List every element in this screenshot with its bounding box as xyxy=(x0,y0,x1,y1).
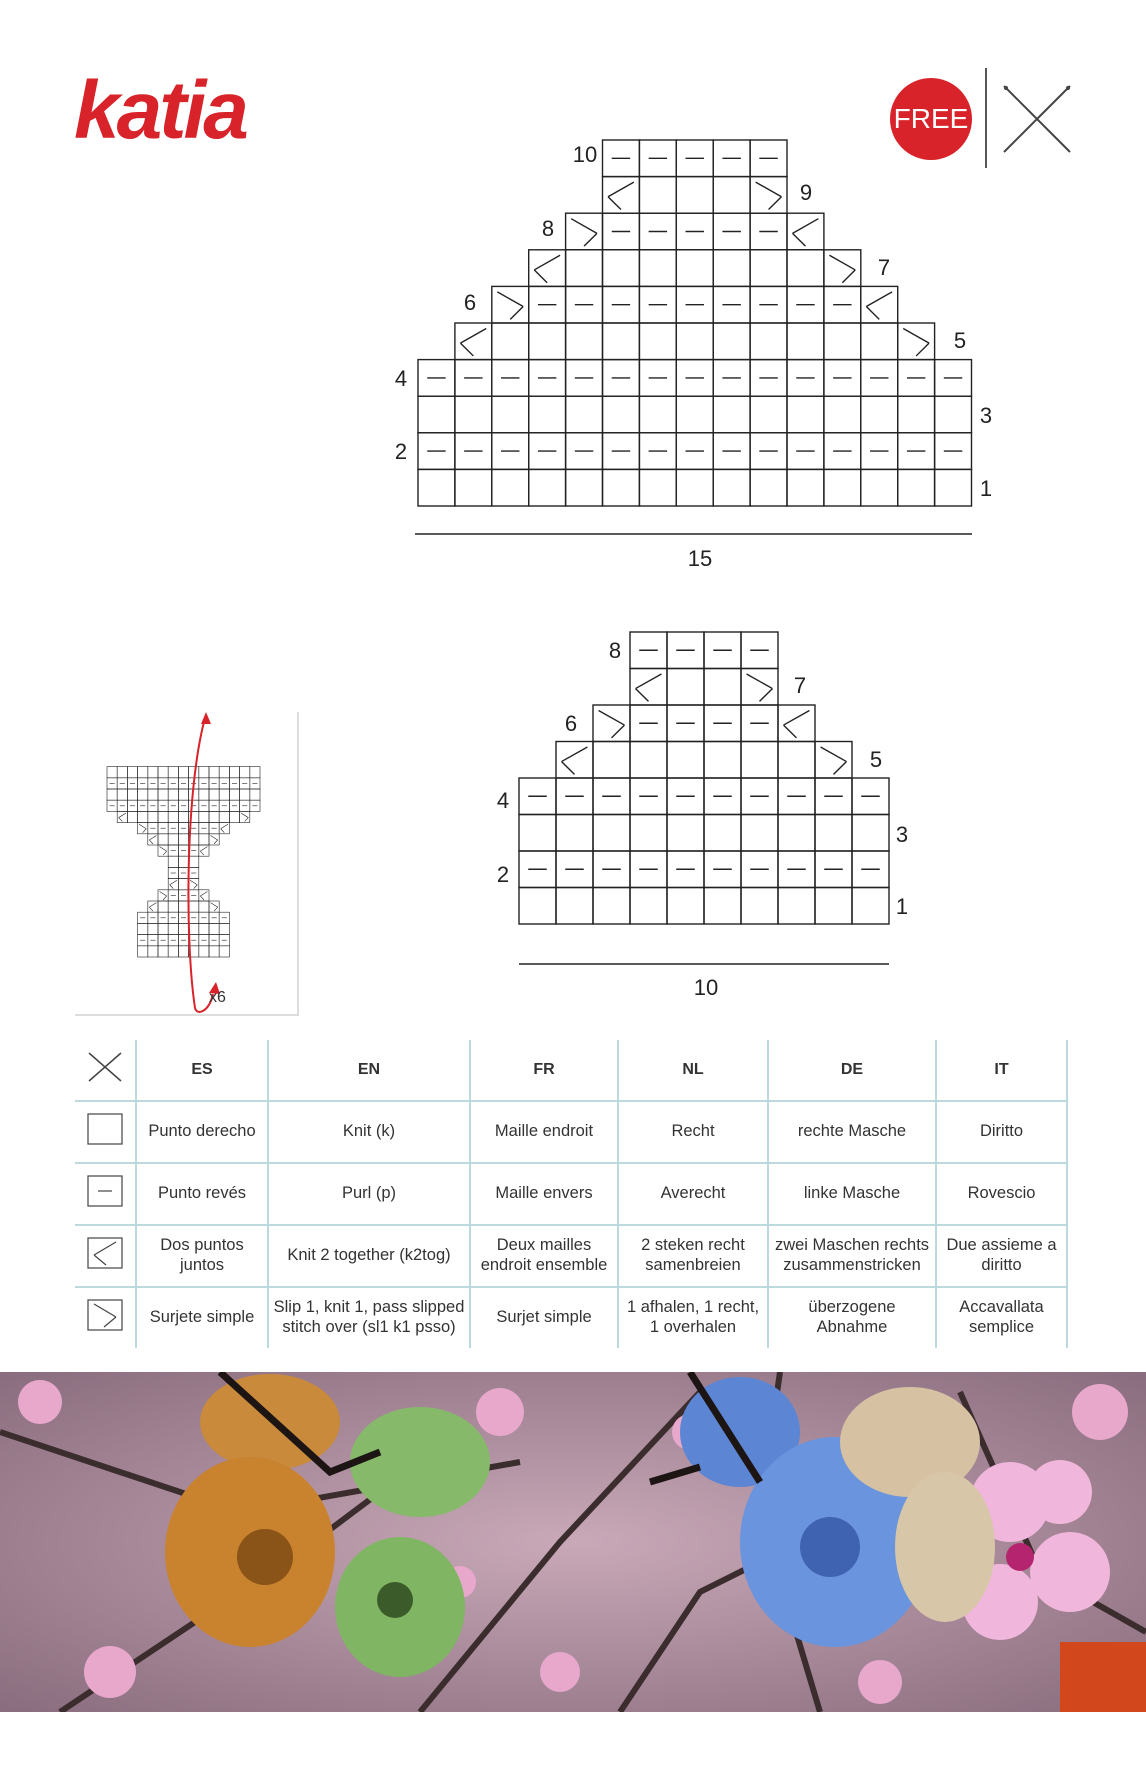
crochet-flowers-photo xyxy=(0,1372,1146,1712)
chart-cell xyxy=(189,901,199,912)
chart-cell xyxy=(148,923,158,934)
row-label-9: 9 xyxy=(799,180,813,205)
chart-cell xyxy=(630,888,667,925)
legend-cell-en: Slip 1, knit 1, pass slipped stitch over (sl1 k1 psso) xyxy=(268,1287,470,1348)
row-label-6: 6 xyxy=(463,290,477,315)
chart-cell xyxy=(229,767,239,778)
stitch-mark xyxy=(149,840,153,844)
chart-cell xyxy=(199,923,209,934)
stitch-mark xyxy=(747,674,773,689)
legend-cell-es: Surjete simple xyxy=(136,1287,268,1348)
chart-cell xyxy=(704,815,741,852)
stitch-mark xyxy=(200,847,207,851)
stitch-mark xyxy=(163,896,167,900)
chart-cell xyxy=(178,879,188,890)
legend-cell-de: linke Masche xyxy=(768,1163,936,1225)
chart-cell xyxy=(189,856,199,867)
stitch-mark xyxy=(636,674,662,689)
chart-cell xyxy=(168,923,178,934)
chart-cell xyxy=(199,811,209,822)
legend-cell-it: Rovescio xyxy=(936,1163,1067,1225)
row-label-1: 1 xyxy=(895,894,909,919)
chart-cell xyxy=(158,901,168,912)
stitch-mark xyxy=(194,885,198,889)
stitch-mark xyxy=(139,824,146,828)
chart-cell xyxy=(138,946,148,957)
chart-cell xyxy=(630,815,667,852)
legend-cell-fr: Maille envers xyxy=(470,1163,618,1225)
chart-cell xyxy=(519,815,556,852)
stitch-mark xyxy=(170,880,177,884)
chart-cell xyxy=(158,923,168,934)
legend-cell-fr: Maille endroit xyxy=(470,1101,618,1163)
stitch-mark xyxy=(214,840,218,844)
legend-cell-fr: Surjet simple xyxy=(470,1287,618,1348)
chart-cell xyxy=(168,946,178,957)
chart-cell xyxy=(127,811,137,822)
row-label-2: 2 xyxy=(394,439,408,464)
chart-cell xyxy=(219,767,229,778)
chart-cell xyxy=(209,811,219,822)
chart-cell xyxy=(593,888,630,925)
chart-cell xyxy=(250,789,260,800)
chart-cell xyxy=(158,834,168,845)
legend-cell-nl: Recht xyxy=(618,1101,768,1163)
chart-cell xyxy=(209,767,219,778)
chart-cell xyxy=(178,767,188,778)
stitch-mark xyxy=(599,710,625,725)
chart-cell xyxy=(178,811,188,822)
chart-cell xyxy=(178,946,188,957)
chart-cell xyxy=(138,811,148,822)
legend-cell-it: Due assieme a diritto xyxy=(936,1225,1067,1287)
mini-chart-border-bottom xyxy=(75,1014,299,1016)
chart-cell xyxy=(168,834,178,845)
stitch-mark xyxy=(562,762,575,775)
stitch-mark xyxy=(200,851,204,855)
stitch-mark xyxy=(636,689,649,702)
stitch-mark xyxy=(149,903,156,907)
legend-cell-es: Dos puntos juntos xyxy=(136,1225,268,1287)
stitch-mark xyxy=(612,725,625,738)
legend-header-en: EN xyxy=(268,1040,470,1101)
stitch-mark xyxy=(149,835,156,839)
row-label-4: 4 xyxy=(394,366,408,391)
stitch-mark xyxy=(760,689,773,702)
chart-cell xyxy=(168,879,178,890)
chart-cell xyxy=(556,815,593,852)
chart-cell xyxy=(593,815,630,852)
chart-cell xyxy=(189,923,199,934)
chart-cell xyxy=(667,742,704,779)
row-label-3: 3 xyxy=(895,822,909,847)
legend-cell-it: Diritto xyxy=(936,1101,1067,1163)
chart-cell xyxy=(168,856,178,867)
chart-cell xyxy=(741,815,778,852)
chart-cell xyxy=(158,767,168,778)
legend-cell-de: überzogene Abnahme xyxy=(768,1287,936,1348)
chart-cell xyxy=(158,811,168,822)
legend-row-knit xyxy=(75,1101,1067,1163)
legend-symbol-header xyxy=(75,1040,136,1101)
chart-cell xyxy=(148,767,158,778)
chart-cell xyxy=(199,789,209,800)
chart-cell xyxy=(219,823,229,834)
row-label-8: 8 xyxy=(541,216,555,241)
stitch-mark xyxy=(190,880,197,884)
stitch-mark xyxy=(211,835,218,839)
row-label-5: 5 xyxy=(869,747,883,772)
chart-cell xyxy=(741,888,778,925)
chart-cell xyxy=(219,811,229,822)
stitch-mark xyxy=(245,818,249,822)
chart-cell xyxy=(219,789,229,800)
stitch-mark xyxy=(821,747,847,762)
chart-cell xyxy=(199,946,209,957)
row-label-7: 7 xyxy=(877,255,891,280)
chart-cell xyxy=(704,669,741,706)
stitch-mark xyxy=(221,829,225,833)
chart-cell xyxy=(778,742,815,779)
stitch-mark xyxy=(149,907,153,911)
chart-cell xyxy=(107,767,117,778)
ssk-symbol-icon xyxy=(87,1299,123,1331)
row-label-5: 5 xyxy=(953,328,967,353)
chart-cell xyxy=(127,789,137,800)
chart-cell xyxy=(107,789,117,800)
mini-assembly-chart xyxy=(75,712,299,1016)
chart-cell xyxy=(704,742,741,779)
stitch-mark xyxy=(221,824,228,828)
chart-cell xyxy=(209,923,219,934)
chart-cell xyxy=(178,856,188,867)
stitch-mark xyxy=(784,725,797,738)
stitch-mark xyxy=(119,813,126,817)
chart-small-grid xyxy=(519,632,889,924)
free-badge: FREE xyxy=(890,78,972,160)
stitch-legend-table xyxy=(75,1040,1068,1348)
legend-cell-it: Accavallata semplice xyxy=(936,1287,1067,1348)
chart-cell xyxy=(209,789,219,800)
purl-symbol-icon xyxy=(87,1175,123,1207)
chart-cell xyxy=(178,901,188,912)
chart-cell xyxy=(199,901,209,912)
stitch-mark xyxy=(562,747,588,762)
legend-header-row xyxy=(75,1040,1067,1101)
chart-cell xyxy=(815,815,852,852)
chart-cell xyxy=(630,742,667,779)
stitch-mark xyxy=(211,903,218,907)
chart-cell xyxy=(168,767,178,778)
legend-cell-nl: 1 afhalen, 1 recht, 1 overhalen xyxy=(618,1287,768,1348)
stitch-mark xyxy=(241,813,248,817)
orange-corner xyxy=(1060,1642,1146,1712)
chart-cell xyxy=(148,946,158,957)
chart-cell xyxy=(138,923,148,934)
chart-cell xyxy=(667,669,704,706)
chart-cell xyxy=(148,834,158,845)
row-label-7: 7 xyxy=(793,673,807,698)
chart-cell xyxy=(138,767,148,778)
k2tog-symbol-icon xyxy=(87,1237,123,1269)
chart-cell xyxy=(158,789,168,800)
chart-cell xyxy=(519,888,556,925)
legend-header-fr: FR xyxy=(470,1040,618,1101)
chart-cell xyxy=(117,767,127,778)
width-label: 10 xyxy=(693,975,719,1000)
stitch-mark xyxy=(200,896,204,900)
chart-cell xyxy=(209,946,219,957)
legend-cell-en: Knit 2 together (k2tog) xyxy=(268,1225,470,1287)
logo-text: katia xyxy=(74,72,246,152)
legend-cell-de: rechte Masche xyxy=(768,1101,936,1163)
chart-cell xyxy=(138,823,148,834)
chart-cell xyxy=(158,946,168,957)
chart-cell xyxy=(240,767,250,778)
legend-row-k2tog xyxy=(75,1225,1067,1287)
chart-cell xyxy=(178,834,188,845)
stitch-mark xyxy=(200,891,207,895)
stitch-mark xyxy=(170,885,174,889)
mini-chart-border xyxy=(297,712,299,1016)
chart-cell xyxy=(667,888,704,925)
legend-cell-en: Purl (p) xyxy=(268,1163,470,1225)
chart-cell xyxy=(117,789,127,800)
chart-cell xyxy=(127,767,137,778)
legend-header-it: IT xyxy=(936,1040,1067,1101)
legend-cell-nl: Averecht xyxy=(618,1163,768,1225)
chart-cell xyxy=(168,901,178,912)
legend-cell-fr: Deux mailles endroit ensemble xyxy=(470,1225,618,1287)
stitch-mark xyxy=(160,847,167,851)
chart-cell xyxy=(852,815,889,852)
stitch-mark xyxy=(160,891,167,895)
chart-cell xyxy=(158,890,168,901)
row-label-2: 2 xyxy=(496,862,510,887)
chart-cell xyxy=(229,811,239,822)
chart-cell xyxy=(240,789,250,800)
row-label-10: 10 xyxy=(572,142,598,167)
chart-cell xyxy=(199,890,209,901)
chart-cell xyxy=(219,923,229,934)
stitch-mark xyxy=(143,829,147,833)
stitch-mark xyxy=(163,851,167,855)
chart-cell xyxy=(593,742,630,779)
repeat-label: x6 xyxy=(209,989,226,1006)
row-label-1: 1 xyxy=(979,476,993,501)
chart-cell xyxy=(178,923,188,934)
chart-cell xyxy=(250,767,260,778)
chart-cell xyxy=(199,767,209,778)
legend-cell-de: zwei Maschen rechts zusammenstricken xyxy=(768,1225,936,1287)
row-label-8: 8 xyxy=(608,638,622,663)
stitch-mark xyxy=(214,907,218,911)
legend-cell-en: Knit (k) xyxy=(268,1101,470,1163)
legend-cell-es: Punto derecho xyxy=(136,1101,268,1163)
stitch-mark xyxy=(119,818,123,822)
row-label-6: 6 xyxy=(564,711,578,736)
chart-cell xyxy=(138,789,148,800)
legend-header-es: ES xyxy=(136,1040,268,1101)
knit-symbol-icon xyxy=(87,1113,123,1145)
row-label-4: 4 xyxy=(496,788,510,813)
legend-row-purl xyxy=(75,1163,1067,1225)
chart-cell xyxy=(219,946,229,957)
width-label: 15 xyxy=(687,546,713,571)
knitting-needles-icon xyxy=(87,1051,123,1083)
legend-header-nl: NL xyxy=(618,1040,768,1101)
repeat-arrow xyxy=(188,718,213,1012)
chart-cell xyxy=(852,888,889,925)
legend-cell-es: Punto revés xyxy=(136,1163,268,1225)
legend-row-ssk xyxy=(75,1287,1067,1348)
chart-cell xyxy=(209,834,219,845)
chart-cell xyxy=(778,815,815,852)
stitch-mark xyxy=(784,710,810,725)
chart-cell xyxy=(556,888,593,925)
chart-cell xyxy=(704,888,741,925)
legend-header-de: DE xyxy=(768,1040,936,1101)
chart-cell xyxy=(778,888,815,925)
chart-cell xyxy=(189,879,199,890)
chart-cell xyxy=(229,789,239,800)
chart-cell xyxy=(741,742,778,779)
mini-chart-grid xyxy=(107,767,260,957)
chart-cell xyxy=(199,834,209,845)
stitch-mark xyxy=(834,762,847,775)
chart-cell xyxy=(148,811,158,822)
legend-cell-nl: 2 steken recht samenbreien xyxy=(618,1225,768,1287)
row-label-3: 3 xyxy=(979,403,993,428)
chart-cell xyxy=(178,789,188,800)
chart-cell xyxy=(667,815,704,852)
chart-cell xyxy=(168,811,178,822)
chart-cell xyxy=(148,789,158,800)
arrow-head-top xyxy=(201,712,211,724)
chart-cell xyxy=(815,888,852,925)
chart-cell xyxy=(168,789,178,800)
